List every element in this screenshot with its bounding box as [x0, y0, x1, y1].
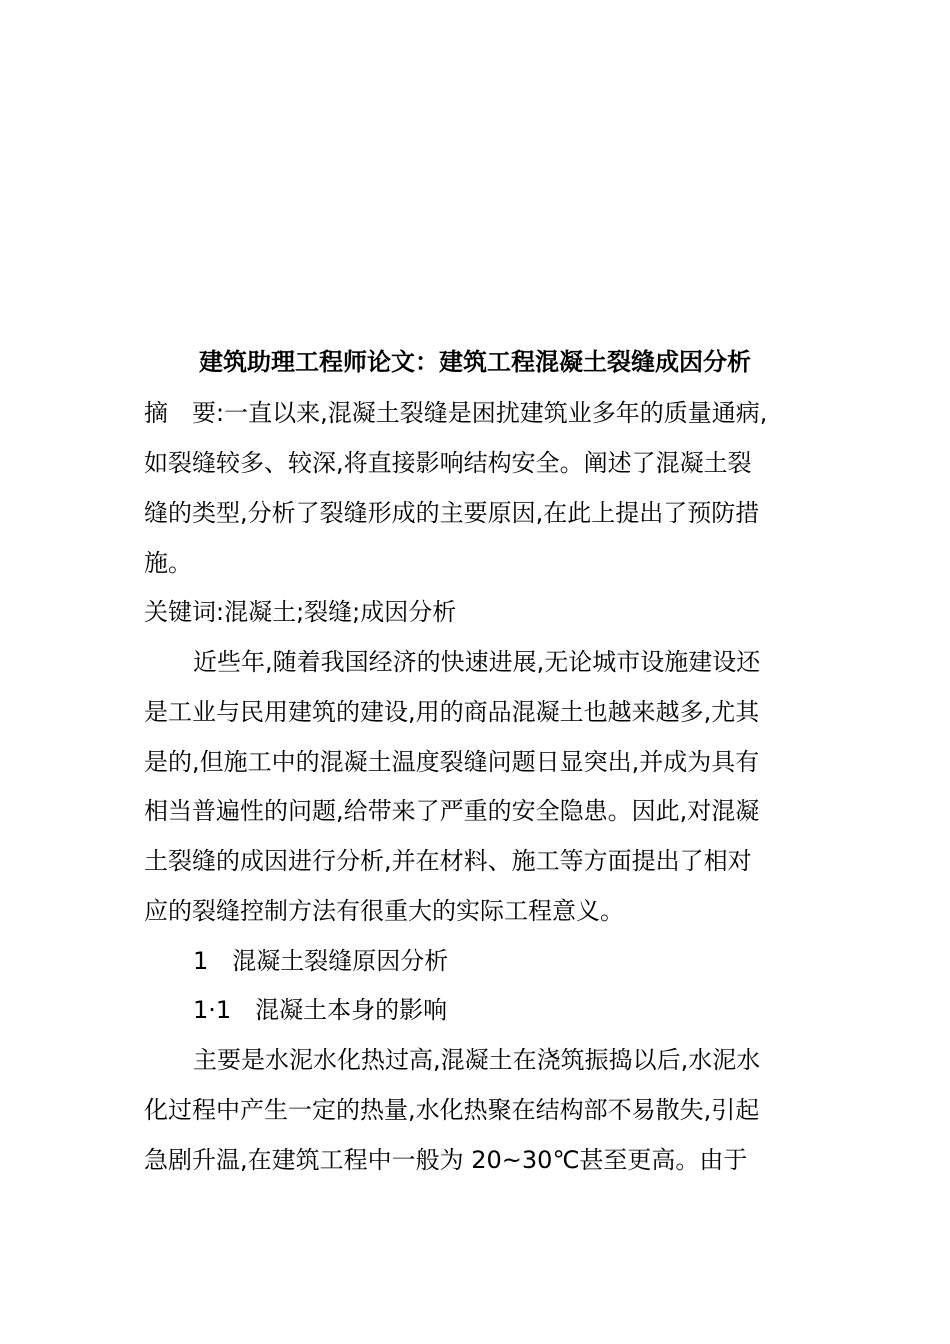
document-title: 建筑助理工程师论文：建筑工程混凝土裂缝成因分析: [199, 348, 751, 376]
body-line-6: 应的裂缝控制方法有很重大的实际工程意义。: [144, 897, 624, 925]
abstract-line-4: 施。: [144, 549, 192, 577]
body-line-7: 主要是水泥水化热过高,混凝土在浇筑振捣以后,水泥水: [193, 1046, 761, 1074]
abstract-line-3: 缝的类型,分析了裂缝形成的主要原因,在此上提出了预防措: [144, 499, 760, 527]
body-line-8: 化过程中产生一定的热量,水化热聚在结构部不易散失,引起: [144, 1096, 760, 1124]
body-line-1: 近些年,随着我国经济的快速进展,无论城市设施建设还: [193, 648, 761, 676]
body-line-5: 土裂缝的成因进行分析,并在材料、施工等方面提出了相对: [144, 847, 752, 875]
keywords-line: 关键词:混凝土;裂缝;成因分析: [144, 598, 457, 626]
abstract-line-2: 如裂缝较多、较深,将直接影响结构安全。阐述了混凝土裂: [144, 449, 752, 477]
body-line-3: 是的,但施工中的混凝土温度裂缝问题日显突出,并成为具有: [144, 748, 760, 776]
body-line-2: 是工业与民用建筑的建设,用的商品混凝土也越来越多,尤其: [144, 698, 760, 726]
section-heading-1-1: 1·1 混凝土本身的影响: [193, 996, 448, 1024]
body-line-4: 相当普遍性的问题,给带来了严重的安全隐患。因此,对混凝: [144, 797, 760, 825]
abstract-line-1: 摘 要:一直以来,混凝土裂缝是困扰建筑业多年的质量通病,: [144, 399, 768, 427]
body-line-9: 急剧升温,在建筑工程中一般为 20~30℃甚至更高。由于: [144, 1146, 748, 1174]
section-heading-1: 1 混凝土裂缝原因分析: [193, 947, 449, 975]
